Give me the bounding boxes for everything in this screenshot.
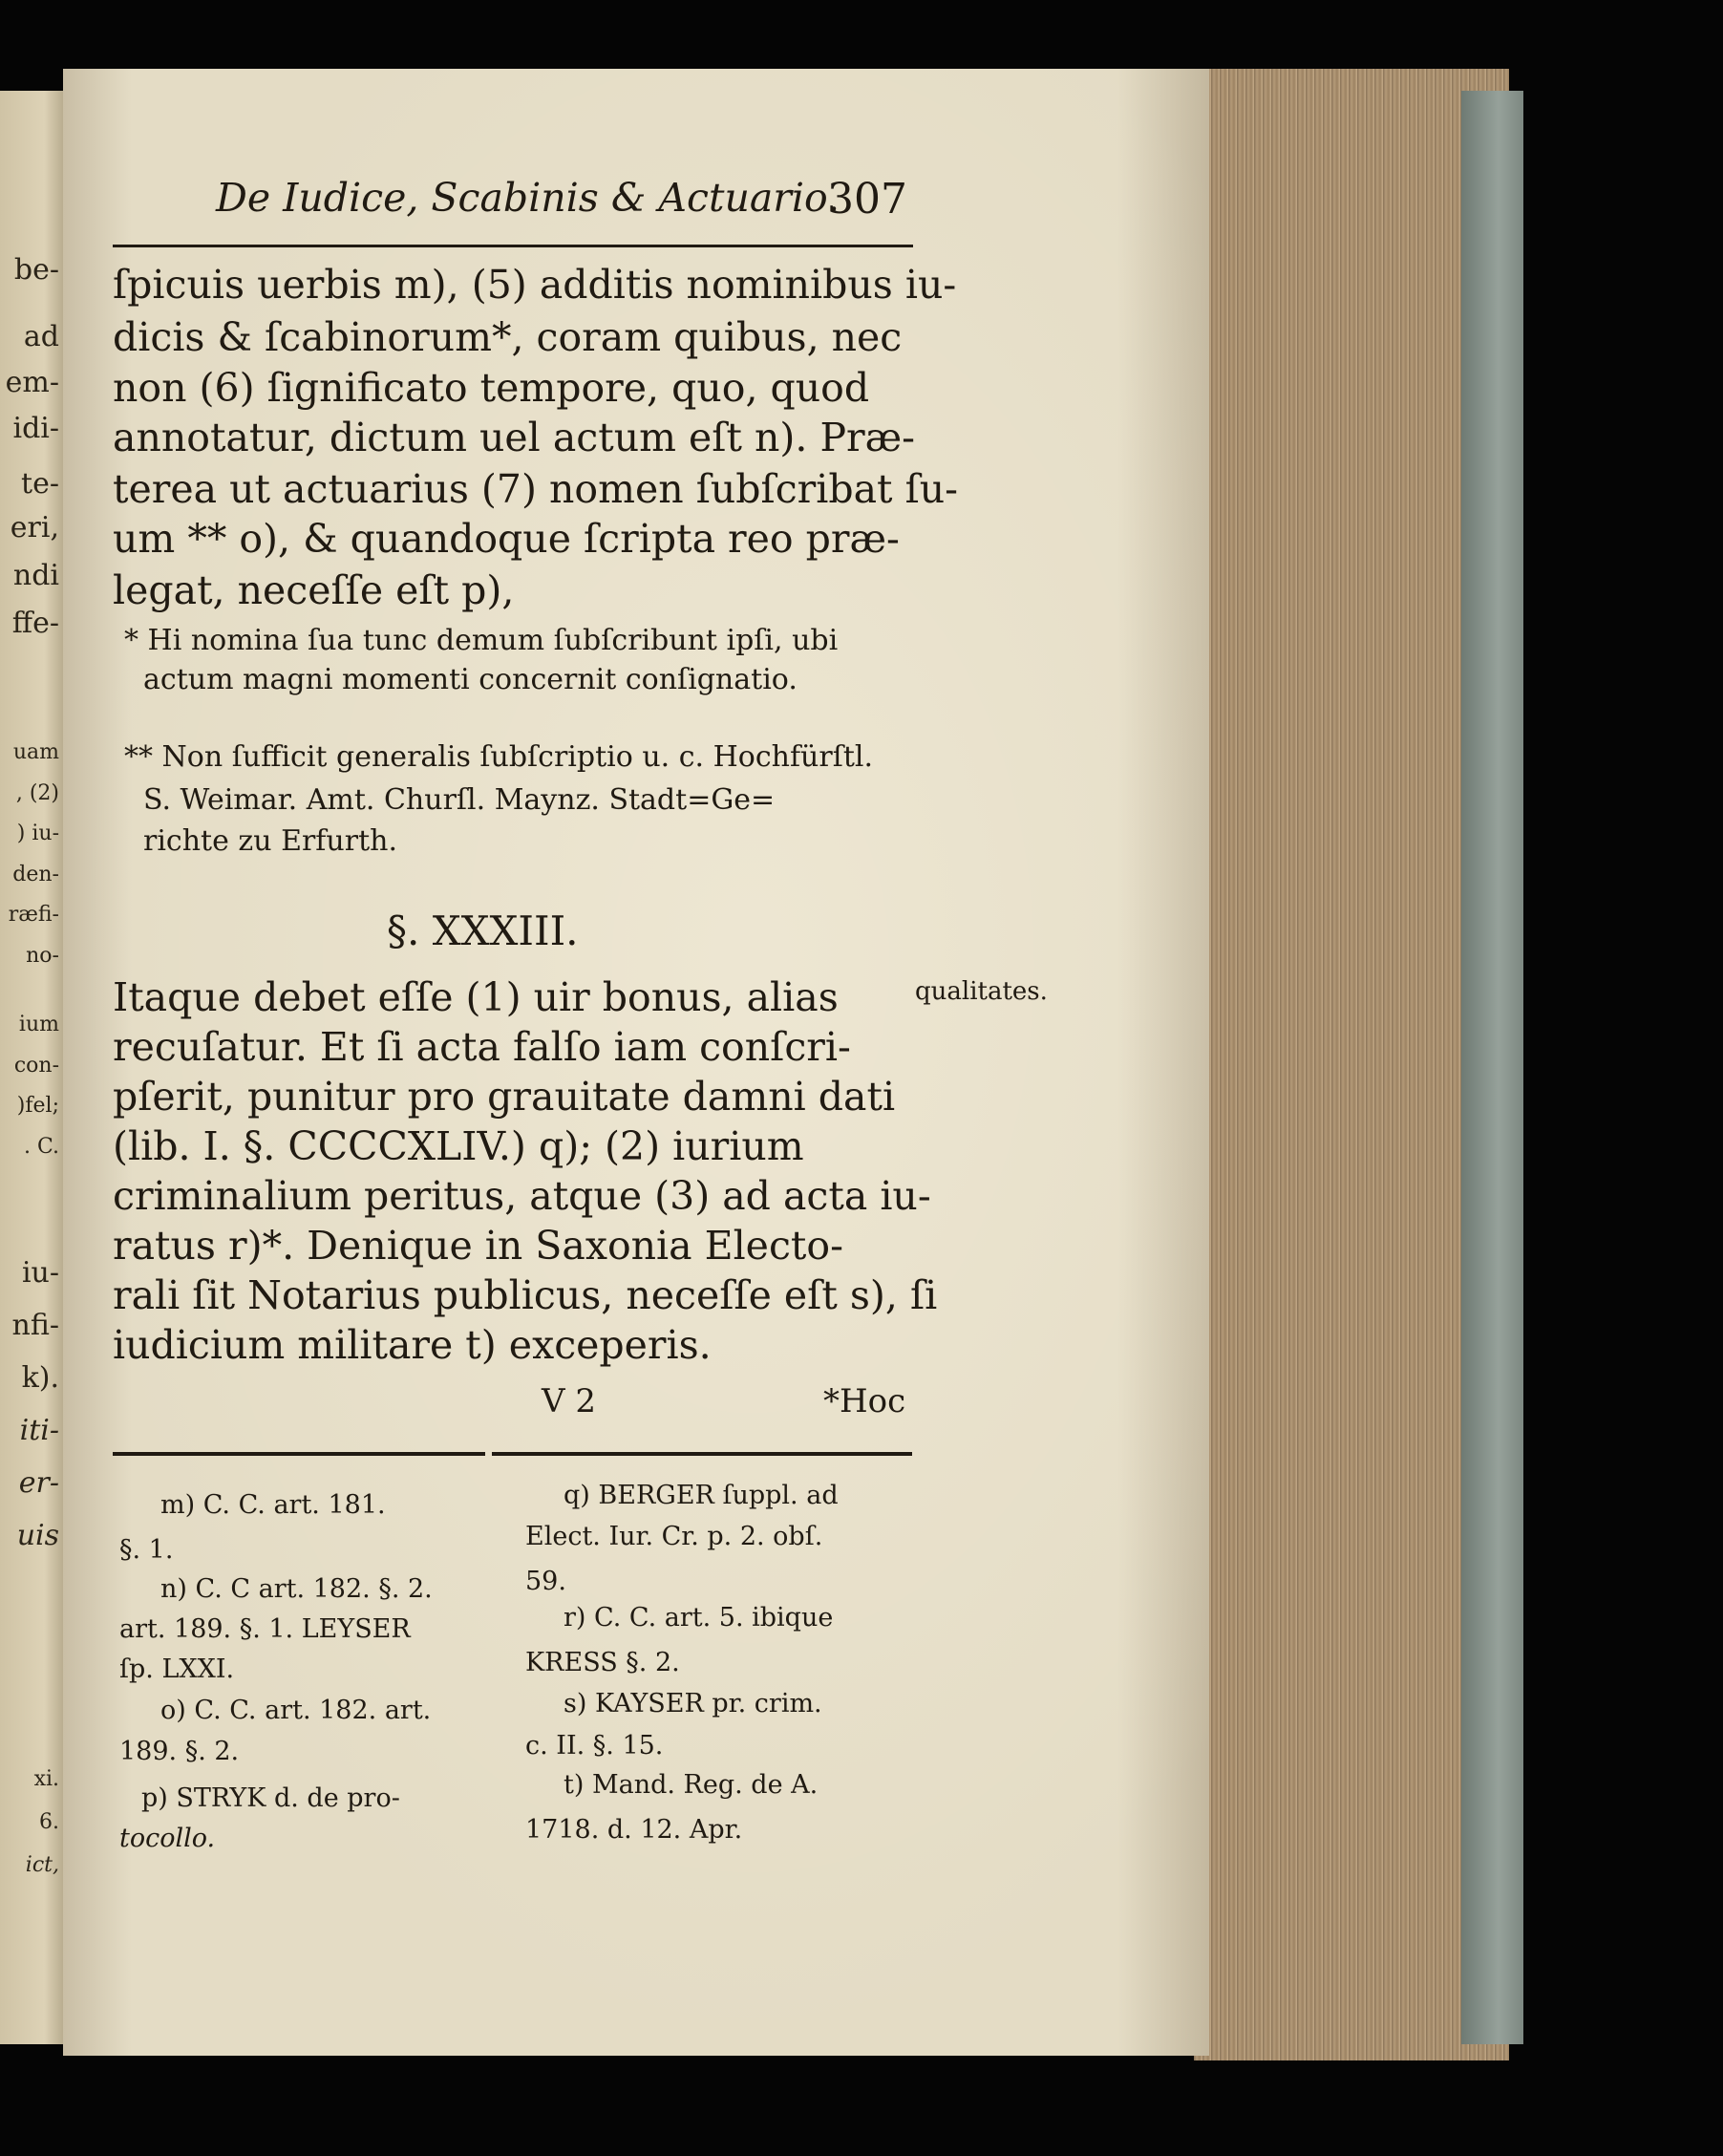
facing-fragment: . C.: [23, 1135, 59, 1159]
body-line: ſpicuis uerbis m), (5) additis nominibus iu-: [113, 262, 957, 308]
section-line: recuſatur. Et ſi acta falſo iam conſcri-: [113, 1024, 851, 1070]
footnote-line: c. II. §. 15.: [525, 1731, 664, 1761]
footnote-line: s) KAYSER pr. crim.: [564, 1689, 822, 1718]
footnote-line: n) C. C art. 182. §. 2.: [160, 1574, 433, 1604]
facing-fragment: ndi: [12, 559, 59, 592]
footnote-line: KRESS §. 2.: [525, 1648, 680, 1677]
facing-fragment: iu-: [21, 1256, 59, 1290]
footnote-line: ſp. LXXI.: [119, 1654, 235, 1684]
footnote-line: q) BERGER ſuppl. ad: [564, 1481, 839, 1510]
body-line: dicis & ſcabinorum*, coram quibus, nec: [113, 314, 903, 360]
facing-fragment: den-: [12, 863, 59, 886]
body-line: terea ut actuarius (7) nomen ſubſcribat ſu-: [113, 466, 959, 512]
footnote-line: 1718. d. 12. Apr.: [525, 1815, 743, 1845]
facing-page-edge: [0, 91, 63, 2044]
facing-fragment: ium: [18, 1013, 59, 1036]
facing-fragment: ict,: [25, 1853, 59, 1877]
signature-mark: V 2: [542, 1382, 596, 1420]
facing-fragment: ræfi-: [8, 903, 59, 927]
section-line: pſerit, punitur pro grauitate damni dati: [113, 1074, 896, 1120]
running-title: De Iudice, Scabinis & Actuario.: [216, 175, 840, 221]
facing-fragment: no-: [26, 944, 59, 968]
note-line: * Hi nomina ſua tunc demum ſubſcribunt ipſi, ubi: [124, 624, 839, 657]
footnote-line: §. 1.: [119, 1535, 174, 1565]
facing-fragment: em-: [5, 366, 59, 399]
footnote-rule-right: [492, 1452, 912, 1456]
note-line: S. Weimar. Amt. Churſl. Maynz. Stadt=Ge=: [143, 783, 776, 817]
section-line: ratus r)*. Denique in Saxonia Electo-: [113, 1223, 843, 1269]
facing-fragment: eri,: [10, 511, 59, 544]
facing-fragment: xi.: [33, 1767, 59, 1791]
facing-fragment: con-: [13, 1054, 59, 1078]
body-line: legat, neceſſe eſt p),: [113, 567, 515, 613]
facing-fragment: nfi-: [11, 1309, 59, 1342]
section-line: criminalium peritus, atque (3) ad acta iu-: [113, 1173, 931, 1219]
section-line: Itaque debet eſſe (1) uir bonus, alias: [113, 974, 839, 1020]
note-line: actum magni momenti concernit conſignatio.: [143, 663, 798, 696]
section-line: rali ſit Notarius publicus, neceſſe eſt s), ſi: [113, 1272, 938, 1318]
facing-fragment: uis: [16, 1519, 59, 1552]
footnote-line: p) STRYK d. de pro-: [141, 1783, 400, 1813]
header-rule: [113, 245, 913, 247]
footnote-line: art. 189. §. 1. LEYSER: [119, 1614, 411, 1644]
section-line: (lib. I. §. CCCCXLIV.) q); (2) iurium: [113, 1123, 804, 1169]
footnote-line: m) C. C. art. 181.: [160, 1490, 386, 1520]
footnote-line: tocollo.: [119, 1824, 216, 1853]
catchword: *Hoc: [823, 1382, 906, 1420]
footnote-line: Elect. Iur. Cr. p. 2. obſ.: [525, 1522, 823, 1551]
page-number: 307: [827, 175, 907, 224]
note-line: ** Non ſufficit generalis ſubſcriptio u. c. Hochfürſtl.: [124, 740, 873, 774]
facing-fragment: te-: [21, 467, 59, 501]
footnote-line: t) Mand. Reg. de A.: [564, 1770, 819, 1800]
facing-fragment: uam: [12, 740, 59, 764]
footnote-rule-left: [113, 1452, 485, 1456]
facing-fragment: er-: [18, 1466, 59, 1500]
section-heading: §. XXXIII.: [387, 907, 579, 954]
facing-fragment: )fel;: [16, 1094, 59, 1118]
section-line: iudicium militare t) exceperis.: [113, 1322, 712, 1368]
book-cover: [1461, 91, 1523, 2044]
facing-fragment: ffe-: [11, 607, 59, 640]
footnote-line: 189. §. 2.: [119, 1737, 240, 1766]
note-line: richte zu Erfurth.: [143, 824, 397, 858]
facing-fragment: ) iu-: [16, 822, 59, 845]
facing-fragment: idi-: [12, 412, 59, 445]
body-line: um ** o), & quandoque ſcripta reo præ-: [113, 516, 900, 562]
footnote-line: r) C. C. art. 5. ibique: [564, 1603, 834, 1633]
facing-fragment: k).: [21, 1361, 59, 1395]
facing-fragment: iti-: [19, 1414, 59, 1447]
footnote-line: 59.: [525, 1567, 566, 1596]
body-line: non (6) ſignificato tempore, quo, quod: [113, 365, 870, 411]
margin-note: qualitates.: [915, 977, 1048, 1006]
facing-fragment: ad: [23, 320, 59, 353]
facing-fragment: , (2): [15, 781, 59, 805]
facing-fragment: 6.: [39, 1810, 59, 1834]
facing-fragment: be-: [13, 253, 59, 287]
footnote-line: o) C. C. art. 182. art.: [160, 1696, 432, 1725]
body-line: annotatur, dictum uel actum eſt n). Præ-: [113, 415, 916, 460]
